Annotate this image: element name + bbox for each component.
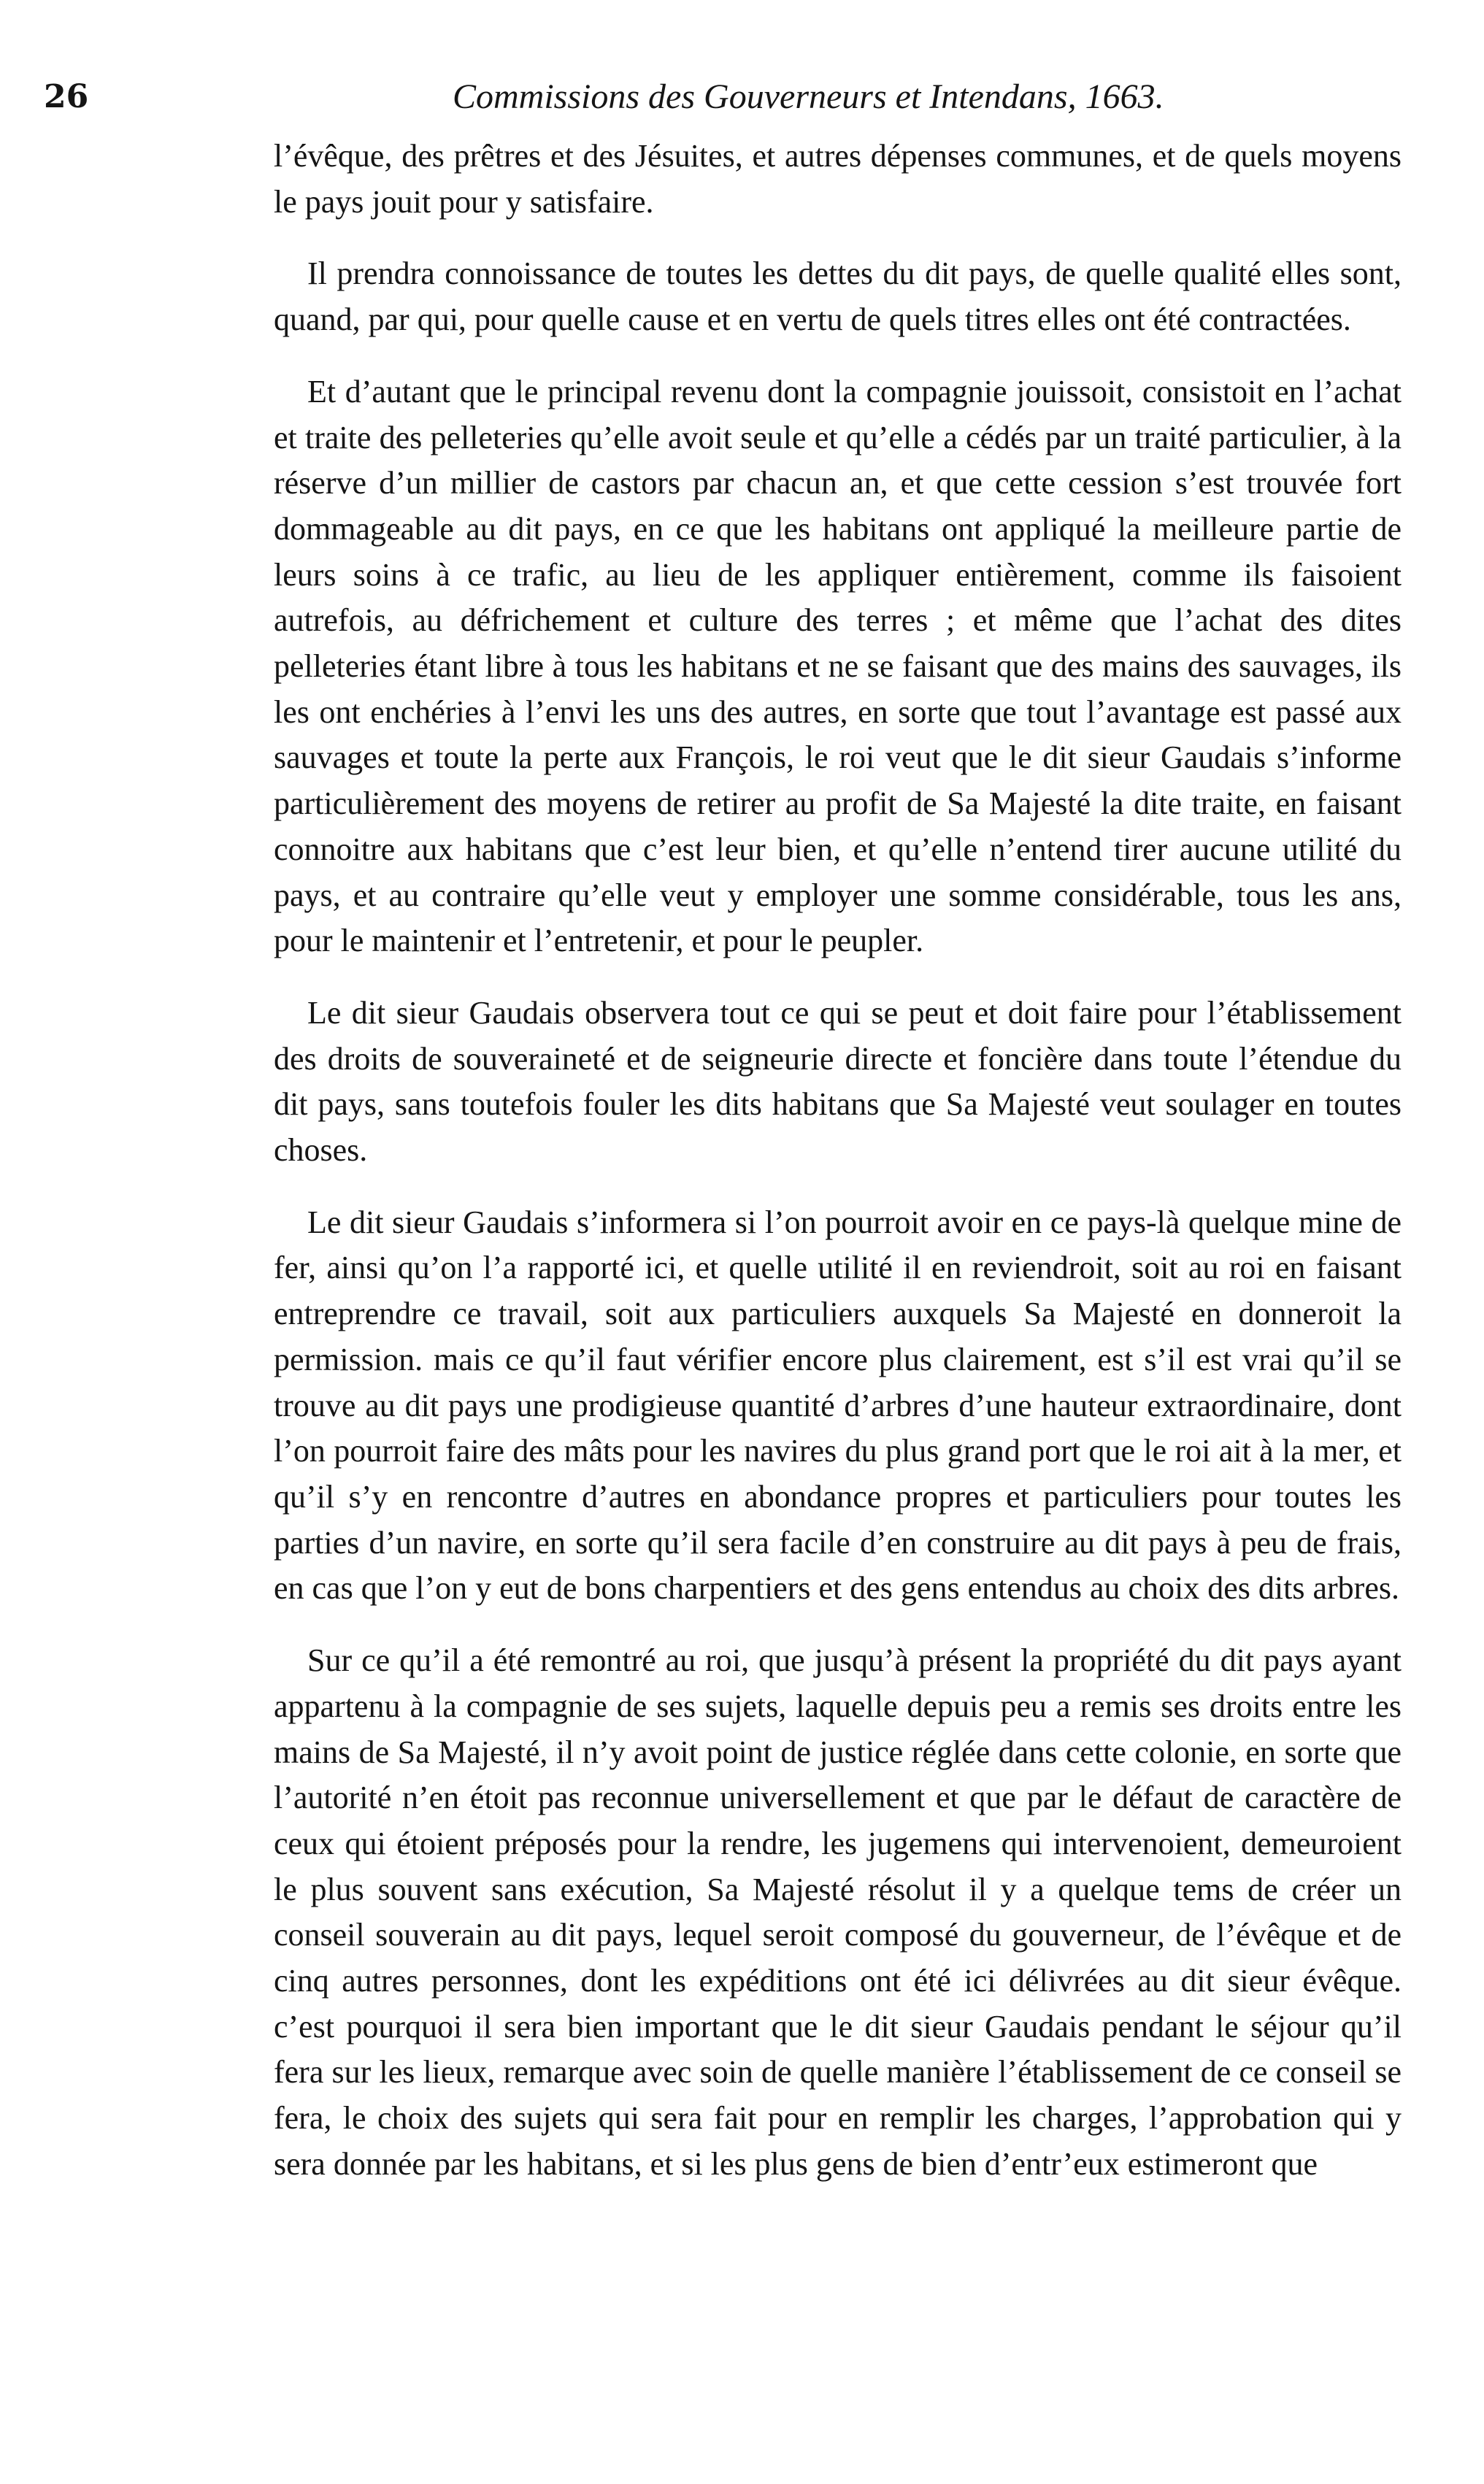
paragraph-4: Le dit sieur Gaudais observera tout ce qui se peut et doit faire pour l’établissement des droits de souveraineté et de seigneurie directe et foncière dans toute l’étendue du dit pays, sans toutefois fouler les dits habitans que Sa Majesté veut soulager en toutes choses. (274, 994, 1402, 1169)
page-number: 26 (44, 78, 89, 115)
paragraph-5: Le dit sieur Gaudais s’informera si l’on pourroit avoir en ce pays-là quelque mine de fer, ainsi qu’on l’a rapporté ici, et quelle utilité il en reviendroit, soit au roi en faisant entreprendre ce travail, soit aux particuliers auxquels Sa Majesté en donneroit la permission. mais ce qu’il faut vérifier encore plus clairement, est s’il est vrai qu’il se trouve au dit pays une prodigieuse quantité d’arbres d’une hauteur extraordinaire, dont l’on pourroit faire des mâts pour les navires du plus grand port que le roi ait à la mer, et qu’il s’y en rencontre d’autres en abondance propres et particuliers pour toutes les parties d’un navire, en sorte qu’il sera facile d’en construire au dit pays à peu de frais, en cas que l’on y eut de bons charpentiers et des gens entendus au choix des dits arbres. (274, 1204, 1402, 1607)
paragraph-2: Il prendra connoissance de toutes les dettes du dit pays, de quelle qualité elles sont, quand, par qui, pour quelle cause et en vertu de quels titres elles ont été contractées. (274, 255, 1402, 338)
paragraph-3: Et d’autant que le principal revenu dont la compagnie jouissoit, consistoit en l’achat et traite des pelleteries qu’elle avoit seule et qu’elle a cédés par un traité particulier, à la réserve d’un millier de castors par chacun an, et que cette cession s’est trouvée fort dommageable au dit pays, en ce que les habitans ont appliqué la meilleure partie de leurs soins à ce trafic, au lieu de les appliquer entièrement, comme ils faisoient autrefois, au défrichement et culture des terres ; et même que l’achat des dites pelleteries étant libre à tous les habitans et ne se faisant que des mains des sauvages, ils les ont enchéries à l’envi les uns des autres, en sorte que tout l’avantage est passé aux sauvages et toute la perte aux François, le roi veut que le dit sieur Gaudais s’informe particulièrement des moyens de retirer au profit de Sa Majesté la dite traite, en faisant connoitre aux habitans que c’est leur bien, et qu’elle n’entend tirer aucune utilité du pays, et au contraire qu’elle veut y employer une somme considérable, tous les ans, pour le maintenir et l’entretenir, et pour le peupler. (274, 373, 1402, 959)
running-title: Commissions des Gouverneurs et Intendans, 1663. (453, 77, 1164, 116)
paragraph-1: l’évêque, des prêtres et des Jésuites, et autres dépenses communes, et de quels moyens le pays jouit pour y satisfaire. (274, 138, 1402, 220)
page-header (0, 69, 1484, 128)
body-text (274, 134, 1402, 2188)
paragraph-6: Sur ce qu’il a été remontré au roi, que jusqu’à présent la propriété du dit pays ayant appartenu à la compagnie de ses sujets, laquelle depuis peu a remis ses droits entre les mains de Sa Majesté, il n’y avoit point de justice réglée dans cette colonie, en sorte que l’autorité n’en étoit pas reconnue universellement et que par le défaut de caractère de ceux qui étoient préposés pour la rendre, les jugemens qui intervenoient, demeuroient le plus souvent sans exécution, Sa Majesté résolut il y a quelque tems de créer un conseil souverain au dit pays, lequel seroit composé du gouverneur, de l’évêque et de cinq autres personnes, dont les expéditions ont été ici délivrées au dit sieur évêque. c’est pourquoi il sera bien important que le dit sieur Gaudais pendant le séjour qu’il fera sur les lieux, remarque avec soin de quelle manière l’établissement de ce conseil se fera, le choix des sujets qui sera fait pour en remplir les charges, l’approbation qui y sera donnée par les habitans, et si les plus gens de bien d’entr’eux estimeront que (274, 1642, 1402, 2182)
